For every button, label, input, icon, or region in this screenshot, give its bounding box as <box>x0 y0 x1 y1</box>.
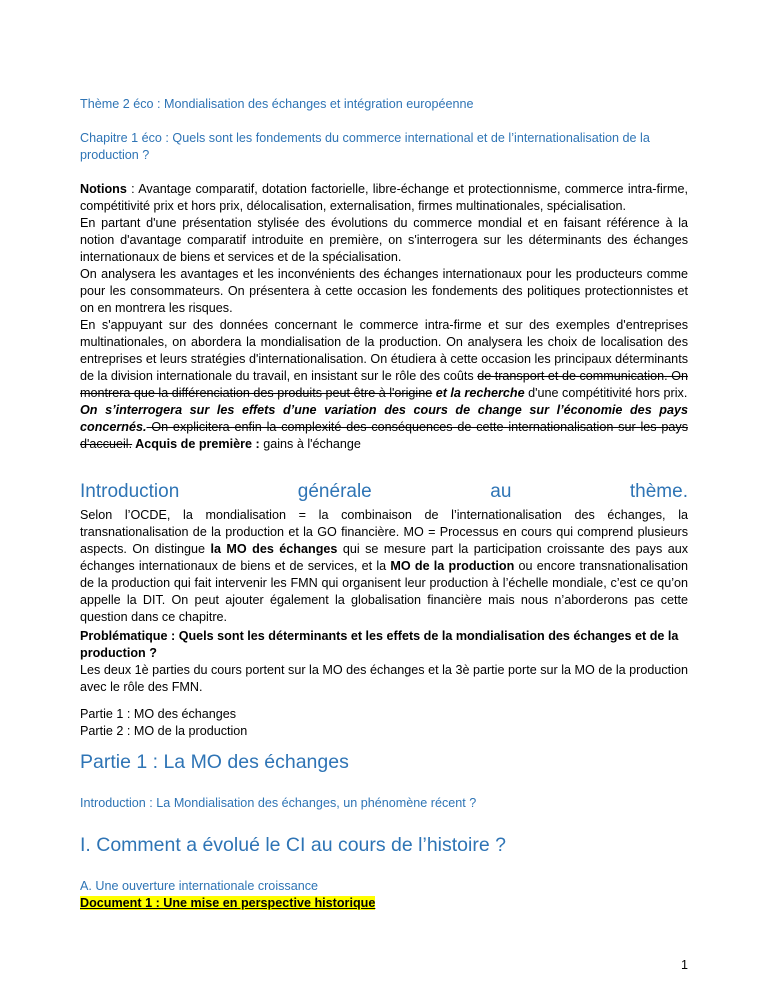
problematique-text: Les deux 1è parties du cours portent sur la MO des échanges et la 3è partie porte sur la MO de la production avec le rôle des FMN. <box>80 663 688 694</box>
intro-heading: Introduction générale au thème. <box>80 481 688 502</box>
program-paragraph-1: En partant d'une présentation stylisée des évolutions du commerce mondial et en faisant référence à la notion d'avantage comparatif introduite en première, on s'interrogera sur les déterminants des échanges internationaux de biens et services et de la spécialisation. <box>80 216 688 264</box>
plan-item: Partie 2 : MO de la production <box>80 724 248 738</box>
program-paragraph-4: On s’interrogera sur les effets d’une variation des cours de change sur l’économie des pays concernés. On explicitera enfin la complexité des conséquences de cette internationalisation sur les pays d'accueil. Acquis de première : gains à l'échange <box>80 403 688 451</box>
subsection-a: A. Une ouverture internationale croissance <box>80 879 319 893</box>
plan-item: Partie 1 : MO des échanges <box>80 707 237 721</box>
chapter-title: Chapitre 1 éco : Quels sont les fondements du commerce international et de l’internationalisation de la production ? <box>80 131 650 162</box>
problematique-block: Problématique : Quels sont les déterminants et les effets de la mondialisation des échanges et de la production ? Les deux 1è parties du cours portent sur la MO des échanges et la 3è partie porte sur la MO de la production avec le rôle des FMN. <box>80 629 688 694</box>
intro-paragraph: Selon l’OCDE, la mondialisation = la combinaison de l’internationalisation des échanges, la transnationalisation de la production et la GO financière. MO = Processus en cours qui comprend plusieurs aspects. On distingue la MO des échanges qui se mesure part la participation croissante des pays aux échanges internationaux de biens et de services, et la MO de la production ou encore transnationalisation de la production qui fait intervenir les FMN qui organisent leur production à l’échelle mondiale, c’est ce qu’on appelle la DIT. On peut ajouter également la globalisation financière mais nous n’aborderons pas cette question dans ce chapitre. <box>80 508 689 624</box>
plan-list <box>80 706 688 740</box>
program-paragraph-3: En s'appuyant sur des données concernant le commerce intra-firme et sur des exemples d'entreprises multinationales, on abordera la mondialisation de la production. On analysera les choix de localisation des entreprises et leurs stratégies d'internationalisation. On étudiera à cette occasion les principaux déterminants de la division internationale du travail, en insistant sur le rôle des coûts de transport et de communication. On montrera que la différenciation des produits peut être à l'origine et la recherche d'une compétitivité hors prix. <box>80 318 688 400</box>
italic-insert: et la recherche <box>432 386 525 400</box>
acquis-label: Acquis de première : <box>132 437 260 451</box>
notions-text: Avantage comparatif, dotation factorielle, libre-échange et protectionnisme, commerce intra-firme, compétitivité prix et hors prix, délocalisation, externalisation, firmes multinationales, spécialisation. <box>80 182 688 213</box>
problematique-question: Quels sont les déterminants et les effets de la mondialisation des échanges et de la production ? <box>80 629 679 660</box>
notions-label: Notions <box>80 182 127 196</box>
struck-text: de transport et de communication. On montrera que la différenciation des produits peut être à l'origine <box>80 369 688 400</box>
page-number: 1 <box>680 958 688 972</box>
struck-text-2: On explicitera enfin la complexité des conséquences de cette internationalisation sur les pays d'accueil. <box>80 420 688 451</box>
document1-label: Document 1 : Une mise en perspective historique <box>80 896 376 910</box>
program-paragraph-2: On analysera les avantages et les inconvénients des échanges internationaux pour les producteurs comme pour les consommateurs. On présentera à cette occasion les fondements des politiques protectionnistes et on en montrera les risques. <box>80 267 688 315</box>
program-block <box>80 181 688 453</box>
emphasis-text: On s’interrogera sur les effets d’une variation des cours de change sur l’économie des pays concernés. <box>80 403 688 434</box>
problematique-label: Problématique <box>80 629 168 643</box>
section1-title: I. Comment a évolué le CI au cours de l’histoire ? <box>80 834 506 856</box>
part1-intro: Introduction : La Mondialisation des échanges, un phénomène récent ? <box>80 796 477 810</box>
part1-title: Partie 1 : La MO des échanges <box>80 751 349 773</box>
notions-paragraph: Notions : Avantage comparatif, dotation factorielle, libre-échange et protectionnisme, commerce intra-firme, compétitivité prix et hors prix, délocalisation, externalisation, firmes multinationales, spécialisation. <box>80 182 688 213</box>
theme-title: Thème 2 éco : Mondialisation des échanges et intégration européenne <box>80 97 474 111</box>
